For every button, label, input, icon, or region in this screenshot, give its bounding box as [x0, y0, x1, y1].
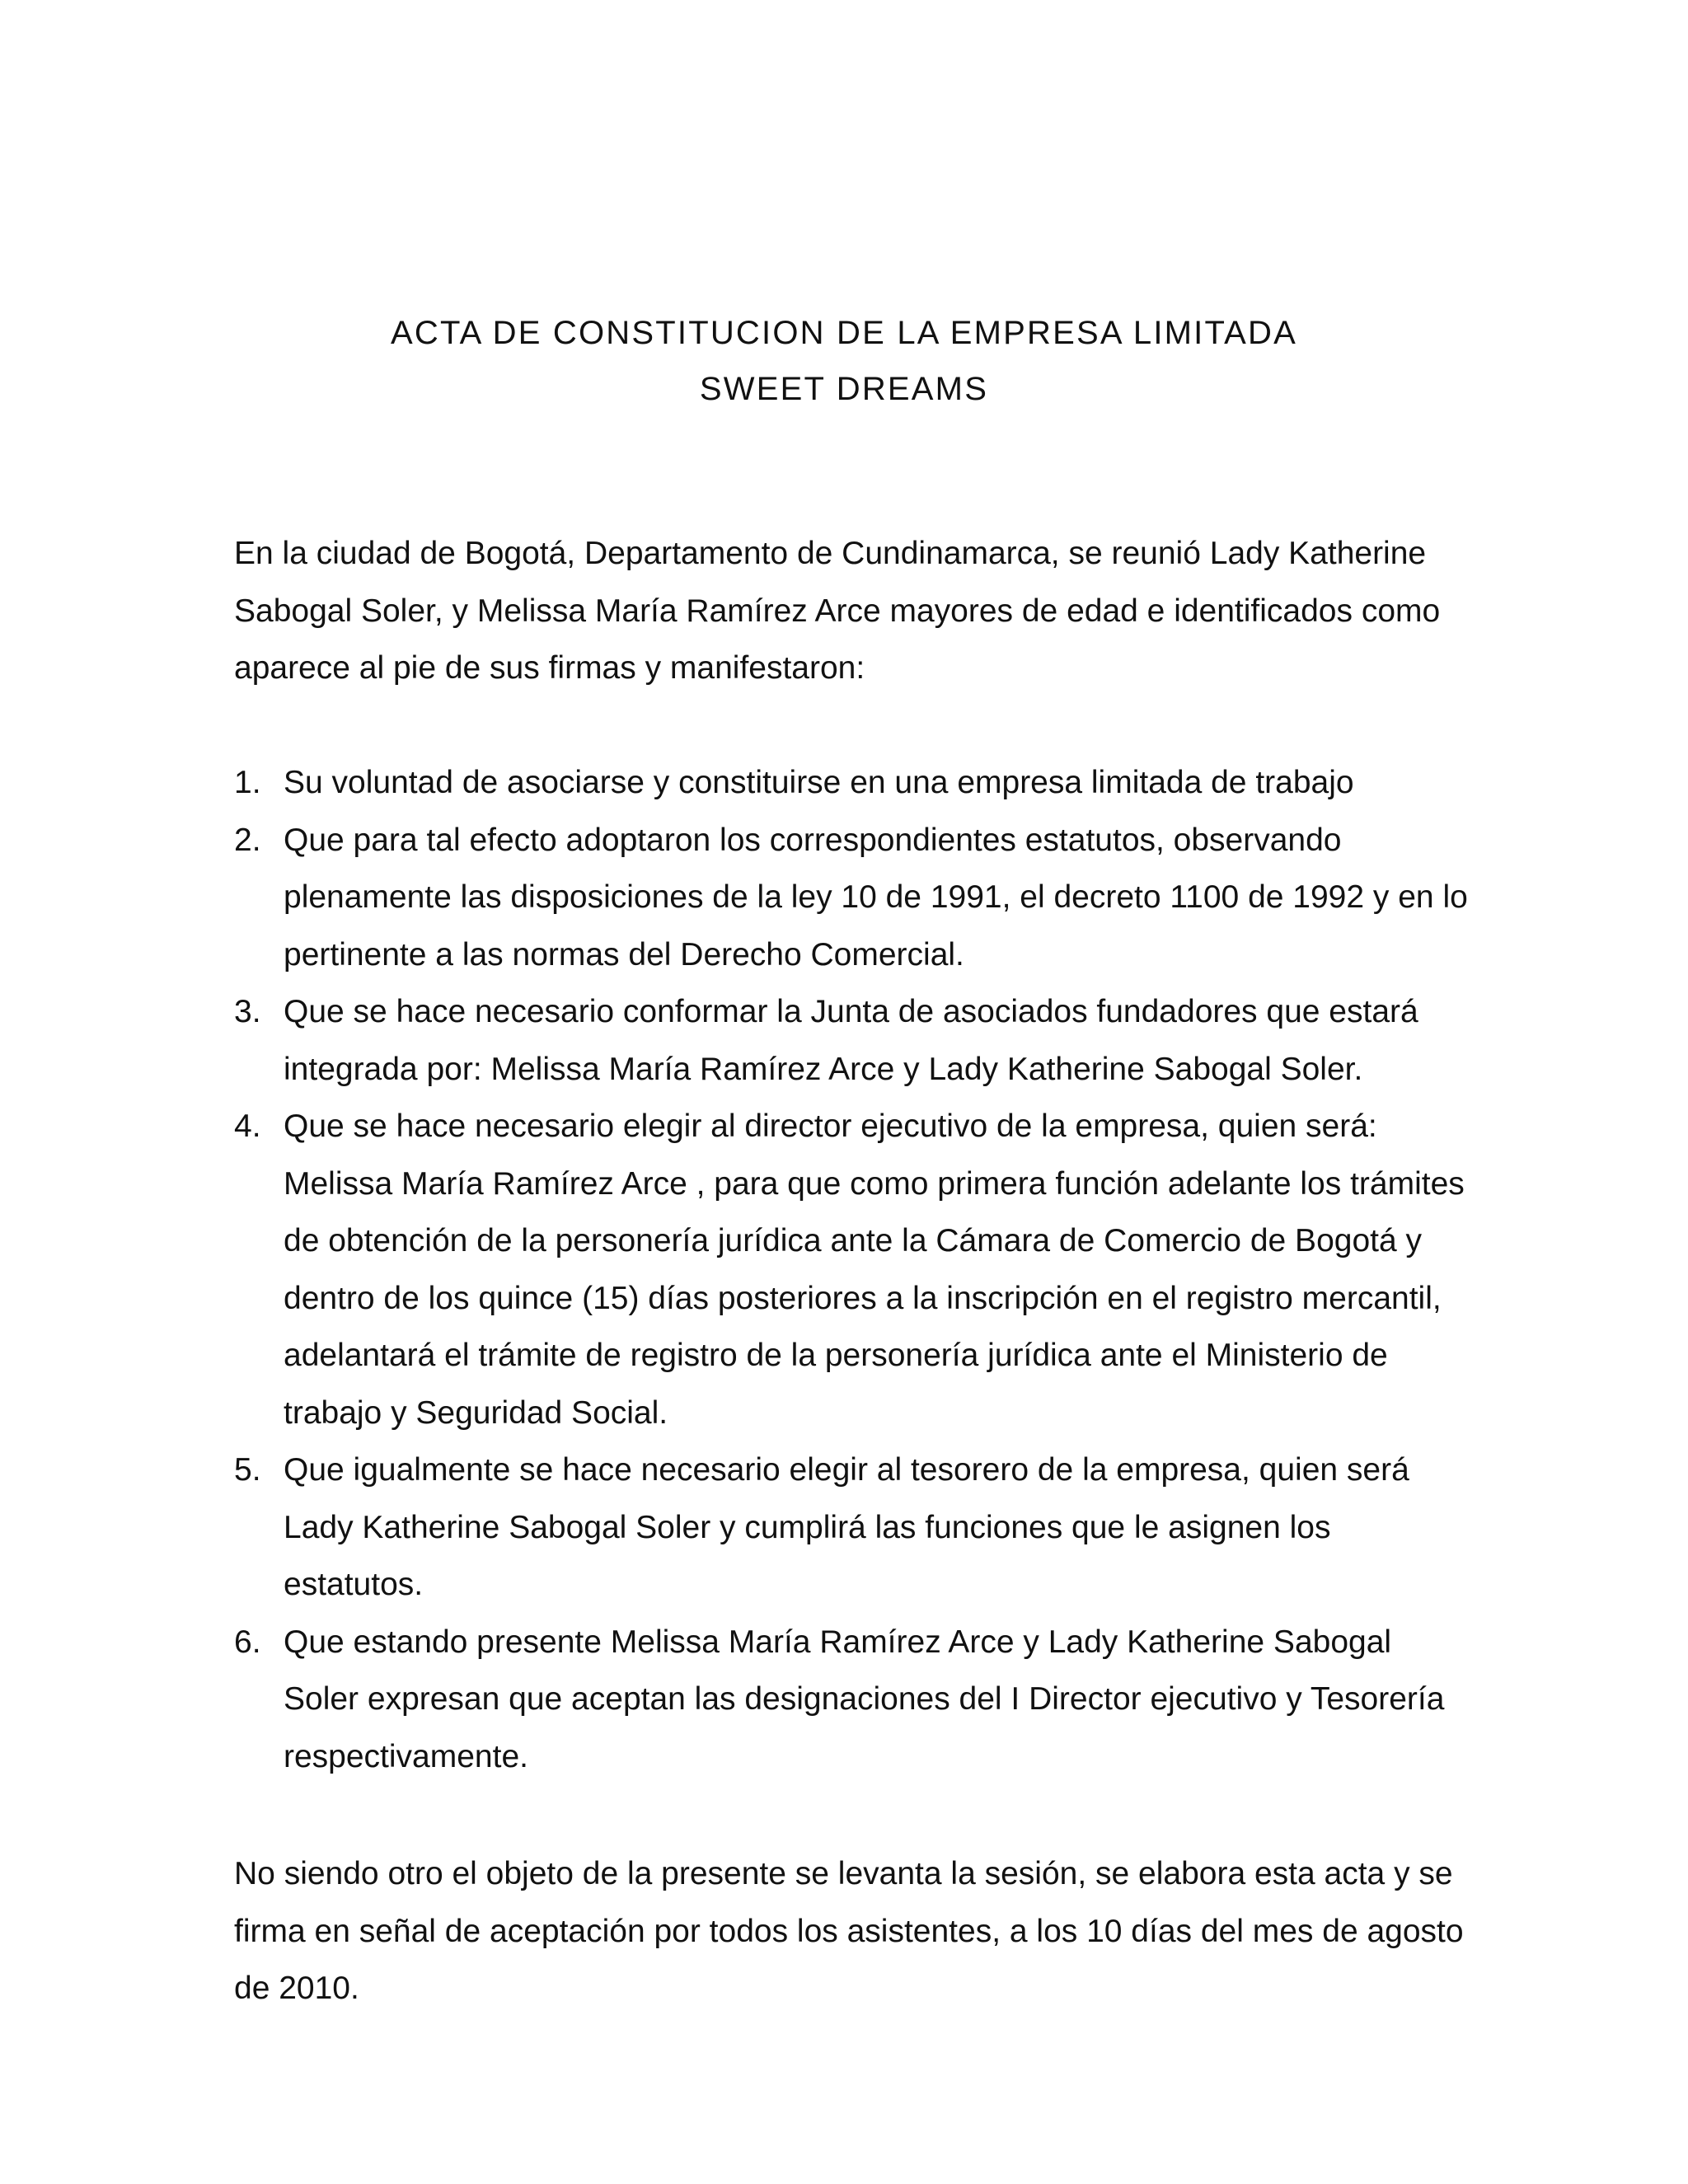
list-item: [234, 812, 1470, 984]
list-item-text: Su voluntad de asociarse y constituirse en una empresa limitada de trabajo: [284, 765, 1354, 800]
list-item-text: Que se hace necesario conformar la Junta de asociados fundadores que estará integrada por: Melissa María Ramírez Arce y Lady Katherine Sabogal Soler.: [284, 994, 1418, 1087]
list-item-number: 4.: [234, 1108, 261, 1144]
list-item-text: Que se hace necesario elegir al director ejecutivo de la empresa, quien será: Melissa María Ramírez Arce , para que como primera función adelante los trámites de obtención de la personería jurídica ante la Cámara de Comercio de Bogotá y dentro de los quince (15) días posteriores a la inscripción en el registro mercantil, adelantará el trámite de registro de la personería jurídica ante el Ministerio de trabajo y Seguridad Social.: [284, 1108, 1465, 1431]
list-item: [234, 1614, 1470, 1786]
list-item-text: Que estando presente Melissa María Ramírez Arce y Lady Katherine Sabogal Soler expresan que aceptan las designaciones del I Director ejecutivo y Tesorería respectivamente.: [284, 1624, 1445, 1774]
list-item: [234, 1441, 1470, 1614]
intro-paragraph: En la ciudad de Bogotá, Departamento de Cundinamarca, se reunió Lady Katherine Sabogal Soler, y Melissa María Ramírez Arce mayores de edad e identificados como aparece al pie de sus firmas y manifestaron:: [234, 536, 1441, 686]
list-item-number: 5.: [234, 1452, 261, 1488]
closing-paragraph: No siendo otro el objeto de la presente se levanta la sesión, se elabora esta acta y se firma en señal de aceptación por todos los asistentes, a los 10 días del mes de agosto de 2010.: [234, 1856, 1464, 2006]
document-title: [0, 305, 1688, 417]
list-item-number: 3.: [234, 994, 261, 1029]
list-item: [234, 983, 1470, 1098]
list-item-number: 6.: [234, 1624, 261, 1660]
list-item-text: Que igualmente se hace necesario elegir al tesorero de la empresa, quien será Lady Katherine Sabogal Soler y cumplirá las funciones que le asignen los estatutos.: [284, 1452, 1409, 1602]
list-item: [234, 754, 1470, 812]
resolutions-list: [234, 754, 1470, 1785]
list-item-text: Que para tal efecto adoptaron los correspondientes estatutos, observando plenamente las disposiciones de la ley 10 de 1991, el decreto 1100 de 1992 y en lo pertinente a las normas del Derecho Comercial.: [284, 822, 1468, 972]
list-item: [234, 1098, 1470, 1441]
list-item-number: 1.: [234, 765, 261, 800]
title-line-1: ACTA DE CONSTITUCION DE LA EMPRESA LIMITADA: [391, 315, 1297, 351]
title-line-2: SWEET DREAMS: [699, 371, 989, 407]
list-item-number: 2.: [234, 822, 261, 858]
